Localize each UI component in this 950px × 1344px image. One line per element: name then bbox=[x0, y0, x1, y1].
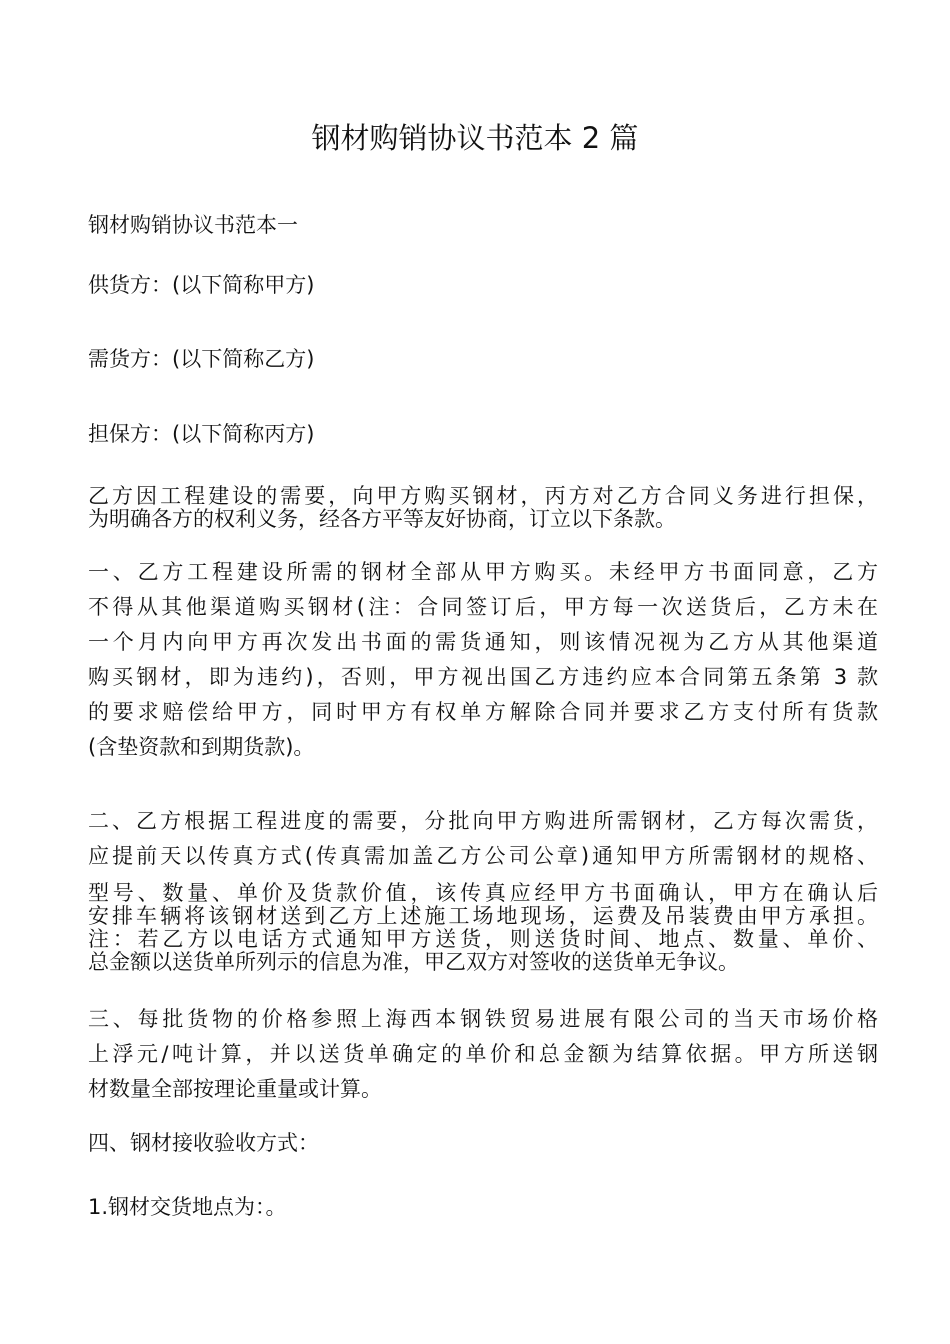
item-1-line: 1.钢材交货地点为：。 bbox=[88, 1195, 287, 1219]
intro-paragraph bbox=[88, 485, 888, 531]
paragraph-line: 一、乙方工程建设所需的钢材全部从甲方购买。未经甲方书面同意，乙方 bbox=[88, 560, 878, 584]
paragraph-line: 二、乙方根据工程进度的需要，分批向甲方购进所需钢材，乙方每次需货， bbox=[88, 809, 878, 833]
paragraph-line: 一个月内向甲方再次发出书面的需货通知，则该情况视为乙方从其他渠道 bbox=[88, 630, 878, 654]
paragraph-line: 应提前天以传真方式(传真需加盖乙方公司公章)通知甲方所需钢材的规格、 bbox=[88, 844, 878, 868]
paragraph-line: 总金额以送货单所列示的信息为准，甲乙双方对签收的送货单无争议。 bbox=[88, 950, 739, 974]
clause-2-paragraph bbox=[88, 804, 888, 874]
clause-2-continued bbox=[88, 882, 888, 974]
paragraph-line: 购买钢材，即为违约)，否则，甲方视出国乙方违约应本合同第五条第 3 款 bbox=[88, 665, 878, 689]
buyer-line: 需货方：(以下简称乙方) bbox=[88, 347, 315, 371]
paragraph-line: 不得从其他渠道购买钢材(注：合同签订后，甲方每一次送货后，乙方未在 bbox=[88, 595, 878, 619]
clause-1-paragraph bbox=[88, 555, 888, 765]
paragraph-line: 上浮元/吨计算，并以送货单确定的单价和总金额为结算依据。甲方所送钢 bbox=[88, 1042, 878, 1066]
clause-3-paragraph bbox=[88, 1002, 888, 1107]
paragraph-line: 三、每批货物的价格参照上海西本钢铁贸易进展有限公司的当天市场价格 bbox=[88, 1007, 878, 1031]
paragraph-line: 为明确各方的权利义务，经各方平等友好协商，订立以下条款。 bbox=[88, 507, 676, 531]
guarantor-line: 担保方：(以下简称丙方) bbox=[88, 422, 315, 446]
paragraph-line: (含垫资款和到期货款)。 bbox=[88, 735, 315, 759]
paragraph-line: 乙方因工程建设的需要，向甲方购买钢材，丙方对乙方合同义务进行担保， bbox=[88, 484, 878, 508]
paragraph-line: 材数量全部按理论重量或计算。 bbox=[88, 1077, 382, 1101]
paragraph-line: 的要求赔偿给甲方，同时甲方有权单方解除合同并要求乙方支付所有货款 bbox=[88, 700, 878, 724]
document-title: 钢材购销协议书范本 2 篇 bbox=[311, 121, 639, 155]
paragraph-line: 注：若乙方以电话方式通知甲方送货，则送货时间、地点、数量、单价、 bbox=[88, 927, 878, 951]
paragraph-line: 型号、数量、单价及货款价值，该传真应经甲方书面确认，甲方在确认后 bbox=[88, 881, 878, 905]
supplier-line: 供货方：(以下简称甲方) bbox=[88, 273, 315, 297]
section-heading: 钢材购销协议书范本一 bbox=[88, 213, 298, 237]
clause-4-heading: 四、钢材接收验收方式： bbox=[88, 1131, 319, 1155]
paragraph-line: 安排车辆将该钢材送到乙方上述施工场地现场，运费及吊装费由甲方承担。 bbox=[88, 904, 878, 928]
